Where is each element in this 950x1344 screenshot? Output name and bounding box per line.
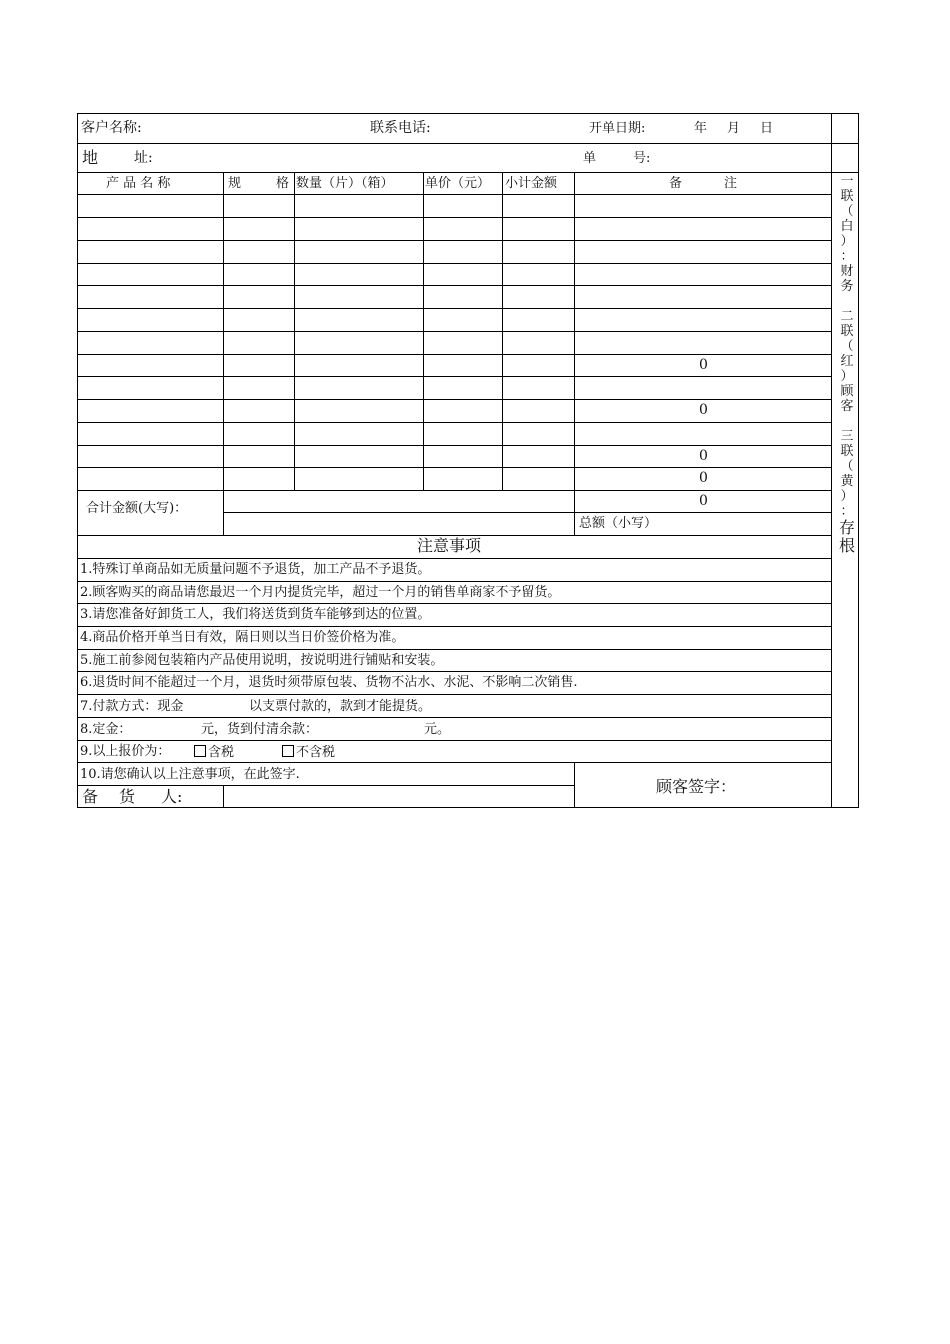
col-header-product: 产 品 名 称 [106, 176, 171, 191]
note-8-deposit: 8.定金： [80, 722, 132, 737]
grid-line-h [77, 376, 832, 377]
checkbox-icon[interactable] [282, 745, 294, 757]
grid-line-h [77, 581, 832, 582]
grid-line-h [77, 467, 832, 468]
col-header-subtotal: 小计金额 [505, 176, 558, 191]
grid-line-h [77, 240, 832, 241]
side-char: 存 [838, 518, 855, 537]
grid-line-v [223, 172, 224, 491]
grid-line-h [77, 422, 832, 423]
grid-line-h [77, 354, 832, 355]
tax-included-option[interactable]: 含税 [194, 745, 234, 759]
note-item-1: 1.特殊订单商品如无质量问题不予退货，加工产品不予退货。 [80, 562, 431, 577]
stock-keeper-label-char2: 货 [119, 787, 136, 806]
side-char: 客 [840, 399, 854, 414]
note-7-cheque: 以支票付款的，款到才能提货。 [249, 699, 432, 714]
grid-line-h [77, 308, 832, 309]
grid-line-h [77, 649, 832, 650]
grid-line-h [77, 785, 575, 786]
grid-line-v [574, 762, 575, 808]
remarks-cell-value: 0 [699, 470, 708, 486]
side-char: 一 [840, 174, 854, 189]
grid-line-h [77, 172, 859, 173]
grid-line-h [77, 143, 859, 144]
grid-line-v [294, 172, 295, 491]
grid-line-h [77, 671, 832, 672]
grid-line-h [77, 194, 832, 195]
grid-line-h [77, 217, 832, 218]
date-year: 年 [694, 121, 708, 136]
side-char: ） [840, 489, 854, 504]
side-char: 白 [840, 219, 854, 234]
col-header-remarks-1: 备 [669, 176, 683, 191]
remarks-cell-value: 0 [699, 402, 708, 418]
customer-name-label: 客户名称: [81, 120, 142, 136]
grid-line-h [77, 762, 832, 763]
col-header-spec-1: 规 [228, 176, 242, 191]
date-month: 月 [727, 121, 741, 136]
order-date-label: 开单日期: [589, 121, 646, 136]
grid-line-v [502, 172, 503, 491]
date-day: 日 [760, 121, 774, 136]
note-item-4: 4.商品价格开单当日有效，隔日则以当日价签价格为准。 [80, 630, 405, 645]
order-number-label-char2: 号: [633, 151, 651, 166]
grid-line-h [77, 807, 859, 808]
address-label-char1: 地 [82, 148, 99, 167]
side-char: （ [840, 459, 854, 474]
phone-label: 联系电话: [370, 120, 431, 136]
note-item-3: 3.请您准备好卸货工人，我们将送货到货车能够到达的位置。 [80, 607, 431, 622]
customer-signature-label: 顾客签字： [656, 777, 737, 796]
note-item-2: 2.顾客购买的商品请您最迟一个月内提货完毕，超过一个月的销售单商家不予留货。 [80, 585, 561, 600]
col-header-quantity: 数量（片）（箱） [296, 176, 394, 191]
grid-line-v [423, 172, 424, 491]
grid-line-h [223, 512, 832, 513]
note-8-yuan: 元。 [424, 722, 451, 737]
remarks-cell-value: 0 [699, 448, 708, 464]
side-char: 顾 [840, 384, 854, 399]
note-7-payment: 7.付款方式：现金 [80, 699, 184, 714]
side-char: 联 [840, 444, 854, 459]
order-form [77, 113, 859, 808]
grid-line-h [77, 113, 859, 114]
side-char: 联 [840, 324, 854, 339]
order-number-label-char1: 单 [583, 151, 597, 166]
grid-line-v [223, 490, 224, 536]
total-uppercase-label: 合计金额(大写)： [86, 501, 188, 516]
side-char: ） [840, 369, 854, 384]
side-char: （ [840, 339, 854, 354]
side-char: 二 [840, 309, 854, 324]
col-header-spec-2: 格 [276, 176, 290, 191]
notes-title: 注意事项 [417, 536, 482, 555]
grid-line-h [77, 740, 832, 741]
total-lowercase-label: 总额（小写） [579, 516, 658, 531]
side-char: （ [840, 204, 854, 219]
side-char: ） [840, 234, 854, 249]
grid-line-h [77, 331, 832, 332]
side-char: 联 [840, 189, 854, 204]
grid-line-h [77, 490, 832, 491]
grid-line-h [77, 717, 832, 718]
side-char: 三 [840, 429, 854, 444]
stock-keeper-label-char1: 备 [82, 787, 99, 806]
side-char: ： [840, 504, 854, 519]
grid-line-h [77, 445, 832, 446]
note-item-6: 6.退货时间不能超过一个月，退货时须带原包装、货物不沾水、水泥、不影响二次销售. [80, 675, 578, 690]
grid-line-h [77, 694, 832, 695]
grid-line-h [77, 558, 832, 559]
side-char: 黄 [840, 474, 854, 489]
side-char: 红 [840, 354, 854, 369]
note-9-price-basis: 9.以上报价为： [80, 744, 171, 759]
stock-keeper-label-char3: 人: [161, 787, 183, 806]
grid-line-h [77, 399, 832, 400]
remarks-cell-value: 0 [699, 357, 708, 373]
address-label-char2: 址: [134, 150, 153, 166]
checkbox-icon[interactable] [194, 745, 206, 757]
grid-line-v [858, 113, 859, 808]
col-header-remarks-2: 注 [724, 176, 738, 191]
side-char: 务 [840, 279, 854, 294]
grid-line-h [77, 285, 832, 286]
note-item-5: 5.施工前参阅包装箱内产品使用说明，按说明进行铺贴和安装。 [80, 653, 444, 668]
tax-excluded-option[interactable]: 不含税 [282, 745, 335, 759]
grid-line-h [77, 626, 832, 627]
grid-line-h [77, 603, 832, 604]
grid-line-v [223, 785, 224, 808]
note-8-balance: 元，货到付清余款： [201, 722, 319, 737]
remarks-cell-value: 0 [699, 493, 708, 509]
grid-line-h [77, 263, 832, 264]
side-char: ： [840, 249, 854, 264]
side-char: 根 [838, 536, 855, 555]
grid-line-v [574, 172, 575, 491]
side-char: 财 [840, 264, 854, 279]
copy-distribution-side-text [836, 175, 858, 556]
grid-line-v [574, 490, 575, 536]
note-10-confirm: 10.请您确认以上注意事项，在此签字. [80, 767, 300, 782]
col-header-unit-price: 单价（元） [425, 176, 491, 191]
